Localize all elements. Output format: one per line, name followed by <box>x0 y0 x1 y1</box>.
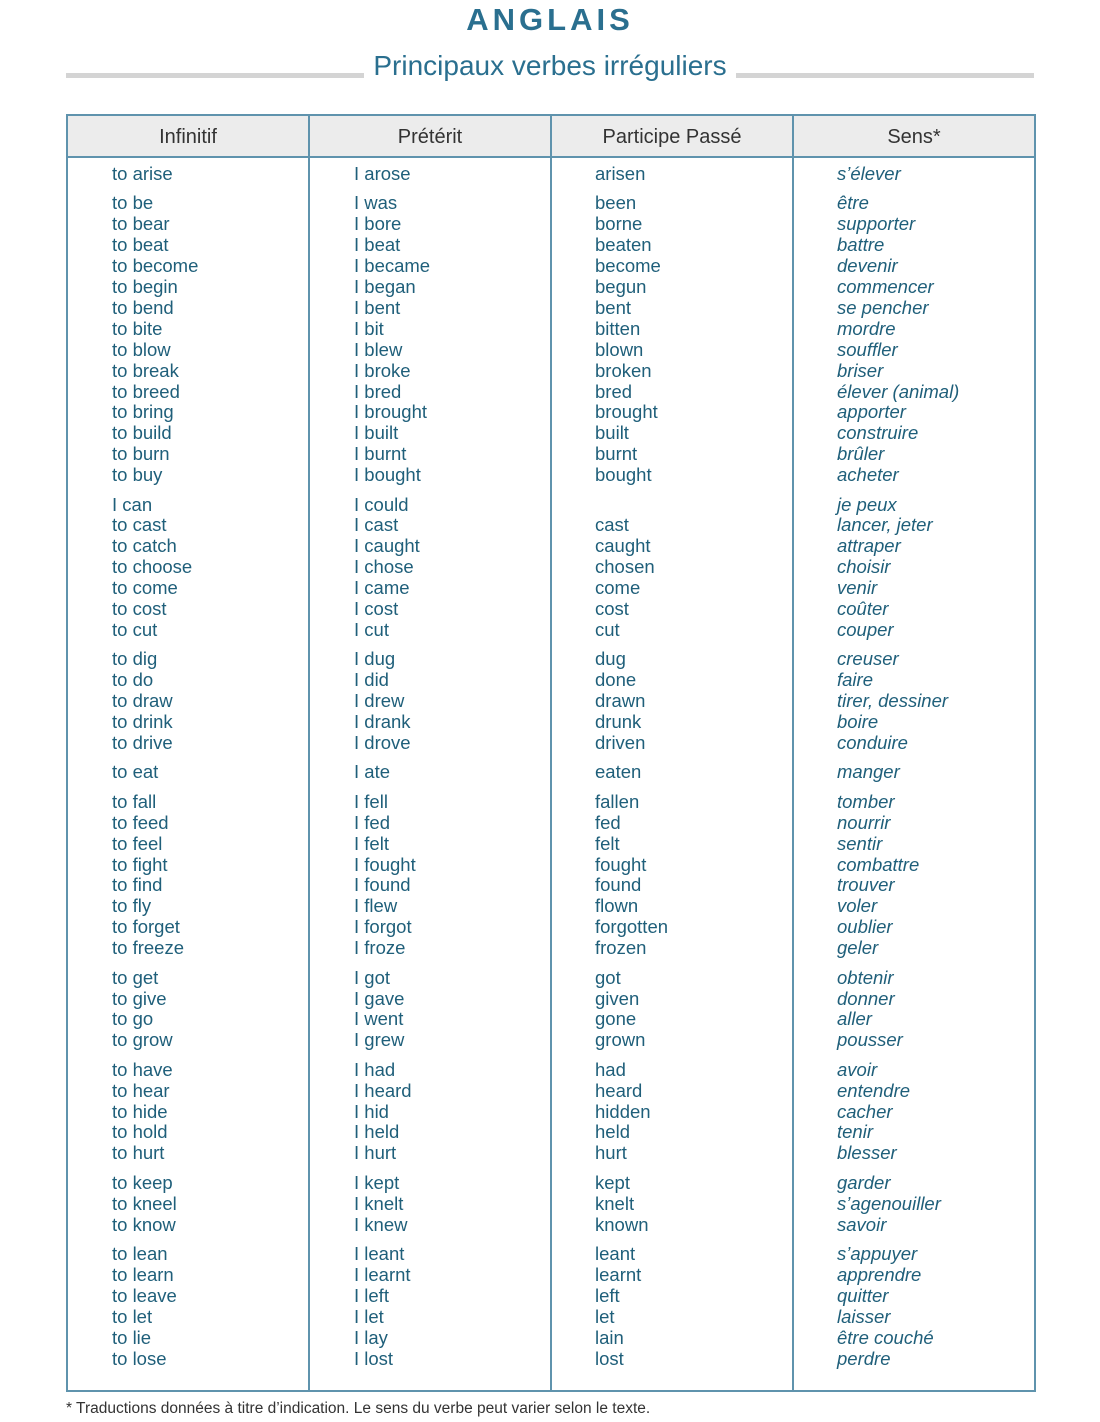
participe-cell: had <box>595 1058 626 1080</box>
participe-cell: begun <box>595 276 647 298</box>
infinitif-cell: to bear <box>112 213 170 235</box>
participe-cell: arisen <box>595 163 646 184</box>
participe-cell: become <box>595 255 661 277</box>
table-row <box>68 1143 1034 1164</box>
preterit-cell: I beat <box>354 234 401 256</box>
table-row <box>68 1173 1034 1194</box>
sens-cell: oublier <box>837 916 893 938</box>
participe-cell: beaten <box>595 234 652 256</box>
infinitif-cell: to keep <box>112 1171 173 1193</box>
verb-group <box>68 1060 1034 1164</box>
sens-cell: je peux <box>837 493 897 515</box>
preterit-cell: I hid <box>354 1100 389 1122</box>
sens-cell: pousser <box>837 1029 903 1051</box>
infinitif-cell: to give <box>112 987 167 1009</box>
verb-group <box>68 164 1034 185</box>
participe-cell: held <box>595 1121 630 1143</box>
sens-cell: acheter <box>837 464 899 486</box>
participe-cell: broken <box>595 359 652 381</box>
preterit-cell: I became <box>354 255 431 277</box>
participe-cell: brought <box>595 401 658 423</box>
infinitif-cell: to have <box>112 1058 173 1080</box>
preterit-cell: I began <box>354 276 416 298</box>
preterit-cell: I gave <box>354 987 405 1009</box>
preterit-cell: I broke <box>354 359 411 381</box>
preterit-cell: I built <box>354 422 399 444</box>
sens-cell: apprendre <box>837 1263 922 1285</box>
sens-cell: construire <box>837 422 919 444</box>
preterit-cell: I forgot <box>354 916 412 938</box>
table-row <box>68 298 1034 319</box>
table-row <box>68 1328 1034 1349</box>
preterit-cell: I brought <box>354 401 428 423</box>
infinitif-cell: to cast <box>112 514 167 536</box>
infinitif-cell: to do <box>112 669 154 691</box>
infinitif-cell: to build <box>112 422 172 444</box>
participe-cell: learnt <box>595 1263 642 1285</box>
table-row <box>68 382 1034 403</box>
infinitif-cell: to kneel <box>112 1192 177 1214</box>
table-row <box>68 557 1034 578</box>
infinitif-cell: to dig <box>112 648 158 670</box>
preterit-cell: I arose <box>354 163 411 184</box>
table-row <box>68 256 1034 277</box>
infinitif-cell: to drink <box>112 711 173 733</box>
infinitif-cell: to let <box>112 1305 153 1327</box>
participe-cell: flown <box>595 895 639 917</box>
table-row <box>68 712 1034 733</box>
table-row <box>68 1102 1034 1123</box>
infinitif-cell: to catch <box>112 535 177 557</box>
sens-cell: élever (animal) <box>837 380 960 402</box>
preterit-cell: I kept <box>354 1171 400 1193</box>
header-sens: Sens* <box>887 126 941 148</box>
preterit-cell: I froze <box>354 937 406 959</box>
sens-cell: coûter <box>837 598 889 619</box>
table-row <box>68 855 1034 876</box>
sens-cell: s’élever <box>837 163 901 184</box>
table-row <box>68 235 1034 256</box>
participe-cell: bitten <box>595 317 641 339</box>
sens-cell: creuser <box>837 648 899 670</box>
preterit-cell: I came <box>354 577 410 599</box>
table-row <box>68 444 1034 465</box>
preterit-cell: I did <box>354 669 389 691</box>
preterit-cell: I knelt <box>354 1192 404 1214</box>
infinitif-cell: to go <box>112 1008 154 1030</box>
infinitif-cell: to forget <box>112 916 180 938</box>
table-row <box>68 875 1034 896</box>
table-row <box>68 938 1034 959</box>
verb-group <box>68 1173 1034 1236</box>
sens-cell: tirer, dessiner <box>837 690 949 712</box>
table-row <box>68 1307 1034 1328</box>
page-subtitle: Principaux verbes irréguliers <box>373 50 727 81</box>
infinitif-cell: to fall <box>112 790 157 812</box>
participe-cell: caught <box>595 535 651 557</box>
participe-cell: cost <box>595 598 629 619</box>
infinitif-cell: to learn <box>112 1263 174 1285</box>
preterit-cell: I cast <box>354 514 399 536</box>
participe-cell: fought <box>595 853 647 875</box>
sens-cell: boire <box>837 711 879 733</box>
sens-cell: faire <box>837 669 873 691</box>
table-row <box>68 1060 1034 1081</box>
table-row <box>68 620 1034 641</box>
preterit-cell: I dug <box>354 648 396 670</box>
infinitif-cell: to blow <box>112 338 171 360</box>
sens-cell: supporter <box>837 213 916 235</box>
preterit-cell: I drew <box>354 690 405 712</box>
header-participe-passe: Participe Passé <box>602 126 742 148</box>
infinitif-cell: I can <box>112 493 153 515</box>
header-preterit: Prétérit <box>397 126 463 148</box>
sens-cell: blesser <box>837 1142 897 1164</box>
table-row <box>68 277 1034 298</box>
participe-cell: fed <box>595 811 621 833</box>
sens-cell: choisir <box>837 556 891 578</box>
table-row <box>68 1081 1034 1102</box>
preterit-cell: I could <box>354 493 409 515</box>
participe-cell: chosen <box>595 556 655 578</box>
infinitif-cell: to beat <box>112 234 169 256</box>
sens-cell: être <box>837 192 869 214</box>
infinitif-cell: to find <box>112 874 163 896</box>
table-row <box>68 465 1034 486</box>
infinitif-cell: to feel <box>112 832 163 854</box>
sens-cell: être couché <box>837 1326 934 1348</box>
preterit-cell: I left <box>354 1284 389 1306</box>
preterit-cell: I learnt <box>354 1263 411 1285</box>
sens-cell: briser <box>837 359 884 381</box>
table-row <box>68 599 1034 620</box>
infinitif-cell: to lie <box>112 1326 152 1348</box>
sens-cell: trouver <box>837 874 895 896</box>
preterit-cell: I chose <box>354 556 414 578</box>
table-row <box>68 1286 1034 1307</box>
participe-cell: bred <box>595 380 633 402</box>
table-row <box>68 968 1034 989</box>
preterit-cell: I was <box>354 192 398 214</box>
infinitif-cell: to lose <box>112 1347 167 1369</box>
verb-group <box>68 968 1034 1052</box>
participe-cell: got <box>595 966 621 988</box>
preterit-cell: I cost <box>354 598 399 619</box>
sens-cell: apporter <box>837 401 906 423</box>
table-row <box>68 214 1034 235</box>
sens-cell: aller <box>837 1008 872 1030</box>
infinitif-cell: to fight <box>112 853 168 875</box>
sens-cell: devenir <box>837 255 898 277</box>
participe-cell: found <box>595 874 642 896</box>
participe-cell: hurt <box>595 1142 627 1164</box>
infinitif-cell: to drive <box>112 731 173 753</box>
sens-cell: manger <box>837 761 900 783</box>
participe-cell: let <box>595 1305 615 1327</box>
infinitif-cell: to be <box>112 192 154 214</box>
participe-cell: been <box>595 192 637 214</box>
infinitif-cell: to break <box>112 359 179 381</box>
infinitif-cell: to bite <box>112 317 163 339</box>
participe-cell: lost <box>595 1347 624 1369</box>
participe-cell: eaten <box>595 761 642 783</box>
infinitif-cell: to hurt <box>112 1142 165 1164</box>
preterit-cell: I flew <box>354 895 398 917</box>
sens-cell: commencer <box>837 276 934 298</box>
participe-cell: come <box>595 577 641 599</box>
footnote: * Traductions données à titre d’indication. Le sens du verbe peut varier selon le texte. <box>66 1400 651 1417</box>
participe-cell: borne <box>595 213 643 235</box>
infinitif-cell: to fly <box>112 895 152 917</box>
verb-group <box>68 1244 1034 1369</box>
table-row <box>68 423 1034 444</box>
sens-cell: cacher <box>837 1100 893 1122</box>
preterit-cell: I bred <box>354 380 402 402</box>
table-row <box>68 1122 1034 1143</box>
infinitif-cell: to come <box>112 577 178 599</box>
infinitif-cell: to choose <box>112 556 193 578</box>
participe-cell: heard <box>595 1079 643 1101</box>
participe-cell: drunk <box>595 711 642 733</box>
participe-cell: left <box>595 1284 620 1306</box>
preterit-cell: I bent <box>354 296 401 318</box>
table-row <box>68 1194 1034 1215</box>
participe-cell: dug <box>595 648 626 670</box>
table-row <box>68 917 1034 938</box>
table-row <box>68 989 1034 1010</box>
participe-cell: built <box>595 422 629 444</box>
sens-cell: nourrir <box>837 811 891 833</box>
sens-cell: combattre <box>837 853 920 875</box>
infinitif-cell: to hide <box>112 1100 168 1122</box>
table-row <box>68 340 1034 361</box>
infinitif-cell: to arise <box>112 163 173 184</box>
table-row <box>68 1265 1034 1286</box>
verb-group <box>68 792 1034 959</box>
participe-cell: bought <box>595 464 652 486</box>
table-row <box>68 1009 1034 1030</box>
infinitif-cell: to buy <box>112 464 163 486</box>
preterit-cell: I bit <box>354 317 384 339</box>
infinitif-cell: to bring <box>112 401 174 423</box>
verb-group <box>68 495 1034 641</box>
header-infinitif: Infinitif <box>159 126 217 148</box>
infinitif-cell: to freeze <box>112 937 184 959</box>
subtitle-row <box>66 50 1034 90</box>
infinitif-cell: to cut <box>112 618 158 640</box>
preterit-cell: I lost <box>354 1347 394 1369</box>
sens-cell: venir <box>837 577 878 599</box>
table-row <box>68 1030 1034 1051</box>
preterit-cell: I fell <box>354 790 388 812</box>
participe-cell: drawn <box>595 690 646 712</box>
infinitif-cell: to cost <box>112 598 167 619</box>
preterit-cell: I fought <box>354 853 416 875</box>
sens-cell: obtenir <box>837 966 894 988</box>
infinitif-cell: to draw <box>112 690 173 712</box>
page-title: ANGLAIS <box>466 2 634 37</box>
infinitif-cell: to bend <box>112 296 174 318</box>
table-row <box>68 896 1034 917</box>
sens-cell: s’agenouiller <box>837 1192 941 1214</box>
participe-cell: done <box>595 669 637 691</box>
participe-cell: knelt <box>595 1192 635 1214</box>
table-row <box>68 361 1034 382</box>
sens-cell: conduire <box>837 731 908 753</box>
preterit-cell: I hurt <box>354 1142 397 1164</box>
sens-cell: avoir <box>837 1058 878 1080</box>
verbs-table <box>66 114 1036 1392</box>
infinitif-cell: to eat <box>112 761 159 783</box>
table-row <box>68 691 1034 712</box>
preterit-cell: I caught <box>354 535 420 557</box>
preterit-cell: I ate <box>354 761 390 783</box>
table-row <box>68 813 1034 834</box>
table-row <box>68 578 1034 599</box>
participe-cell: given <box>595 987 640 1009</box>
table-row <box>68 834 1034 855</box>
infinitif-cell: to become <box>112 255 199 277</box>
preterit-cell: I held <box>354 1121 400 1143</box>
table-row <box>68 495 1034 516</box>
preterit-cell: I bought <box>354 464 421 486</box>
preterit-cell: I drank <box>354 711 411 733</box>
preterit-cell: I got <box>354 966 390 988</box>
sens-cell: perdre <box>837 1347 891 1369</box>
participe-cell: driven <box>595 731 646 753</box>
sens-cell: laisser <box>837 1305 891 1327</box>
table-row <box>68 1215 1034 1236</box>
sens-cell: lancer, jeter <box>837 514 933 536</box>
table-row <box>68 402 1034 423</box>
infinitif-cell: to know <box>112 1213 176 1235</box>
preterit-cell: I lay <box>354 1326 388 1348</box>
table-row <box>68 792 1034 813</box>
participe-cell: hidden <box>595 1100 651 1122</box>
sens-cell: se pencher <box>837 296 929 318</box>
participe-cell: known <box>595 1213 649 1235</box>
infinitif-cell: to feed <box>112 811 169 833</box>
preterit-cell: I found <box>354 874 411 896</box>
table-row <box>68 1349 1034 1370</box>
sens-cell: couper <box>837 618 894 640</box>
table-row <box>68 670 1034 691</box>
sens-cell: battre <box>837 234 885 256</box>
table-body <box>68 164 1034 1369</box>
verb-group <box>68 193 1034 485</box>
participe-cell: grown <box>595 1029 646 1051</box>
preterit-cell: I fed <box>354 811 390 833</box>
preterit-cell: I had <box>354 1058 396 1080</box>
sens-cell: quitter <box>837 1284 889 1306</box>
table-row <box>68 733 1034 754</box>
participe-cell: felt <box>595 832 620 854</box>
participe-cell: bent <box>595 296 632 318</box>
table-row <box>68 1244 1034 1265</box>
sens-cell: geler <box>837 937 879 959</box>
sens-cell: sentir <box>837 832 883 854</box>
sens-cell: savoir <box>837 1213 887 1235</box>
preterit-cell: I bore <box>354 213 402 235</box>
participe-cell: gone <box>595 1008 637 1030</box>
infinitif-cell: to get <box>112 966 159 988</box>
participe-cell: fallen <box>595 790 640 812</box>
participe-cell: kept <box>595 1171 630 1193</box>
table-row <box>68 762 1034 783</box>
table-row <box>68 515 1034 536</box>
sens-cell: voler <box>837 895 878 917</box>
infinitif-cell: to breed <box>112 380 180 402</box>
verb-group <box>68 762 1034 783</box>
sens-cell: s’appuyer <box>837 1243 918 1265</box>
table-row <box>68 164 1034 185</box>
infinitif-cell: to leave <box>112 1284 177 1306</box>
table-row <box>68 193 1034 214</box>
infinitif-cell: to begin <box>112 276 178 298</box>
preterit-cell: I drove <box>354 731 411 753</box>
participe-cell: lain <box>595 1326 624 1348</box>
preterit-cell: I leant <box>354 1243 405 1265</box>
sens-cell: entendre <box>837 1079 911 1101</box>
sens-cell: brûler <box>837 443 885 465</box>
preterit-cell: I cut <box>354 618 389 640</box>
infinitif-cell: to hold <box>112 1121 168 1143</box>
participe-cell: leant <box>595 1243 636 1265</box>
preterit-cell: I blew <box>354 338 403 360</box>
verb-group <box>68 649 1034 753</box>
sens-cell: garder <box>837 1171 891 1193</box>
preterit-cell: I knew <box>354 1213 408 1235</box>
infinitif-cell: to burn <box>112 443 170 465</box>
sens-cell: attraper <box>837 535 901 557</box>
participe-cell: burnt <box>595 443 638 465</box>
table-row <box>68 536 1034 557</box>
preterit-cell: I grew <box>354 1029 405 1051</box>
participe-cell: blown <box>595 338 644 360</box>
preterit-cell: I heard <box>354 1079 412 1101</box>
table-row <box>68 319 1034 340</box>
preterit-cell: I felt <box>354 832 389 854</box>
preterit-cell: I burnt <box>354 443 407 465</box>
participe-cell: forgotten <box>595 916 669 938</box>
sens-cell: tenir <box>837 1121 873 1143</box>
table-row <box>68 649 1034 670</box>
participe-cell: cut <box>595 618 620 640</box>
participe-cell: cast <box>595 514 629 536</box>
infinitif-cell: to lean <box>112 1243 168 1265</box>
sens-cell: donner <box>837 987 895 1009</box>
participe-cell: frozen <box>595 937 647 959</box>
sens-cell: tomber <box>837 790 895 812</box>
preterit-cell: I let <box>354 1305 384 1327</box>
infinitif-cell: to grow <box>112 1029 173 1051</box>
preterit-cell: I went <box>354 1008 404 1030</box>
sens-cell: souffler <box>837 338 898 360</box>
infinitif-cell: to hear <box>112 1079 170 1101</box>
sens-cell: mordre <box>837 317 896 339</box>
